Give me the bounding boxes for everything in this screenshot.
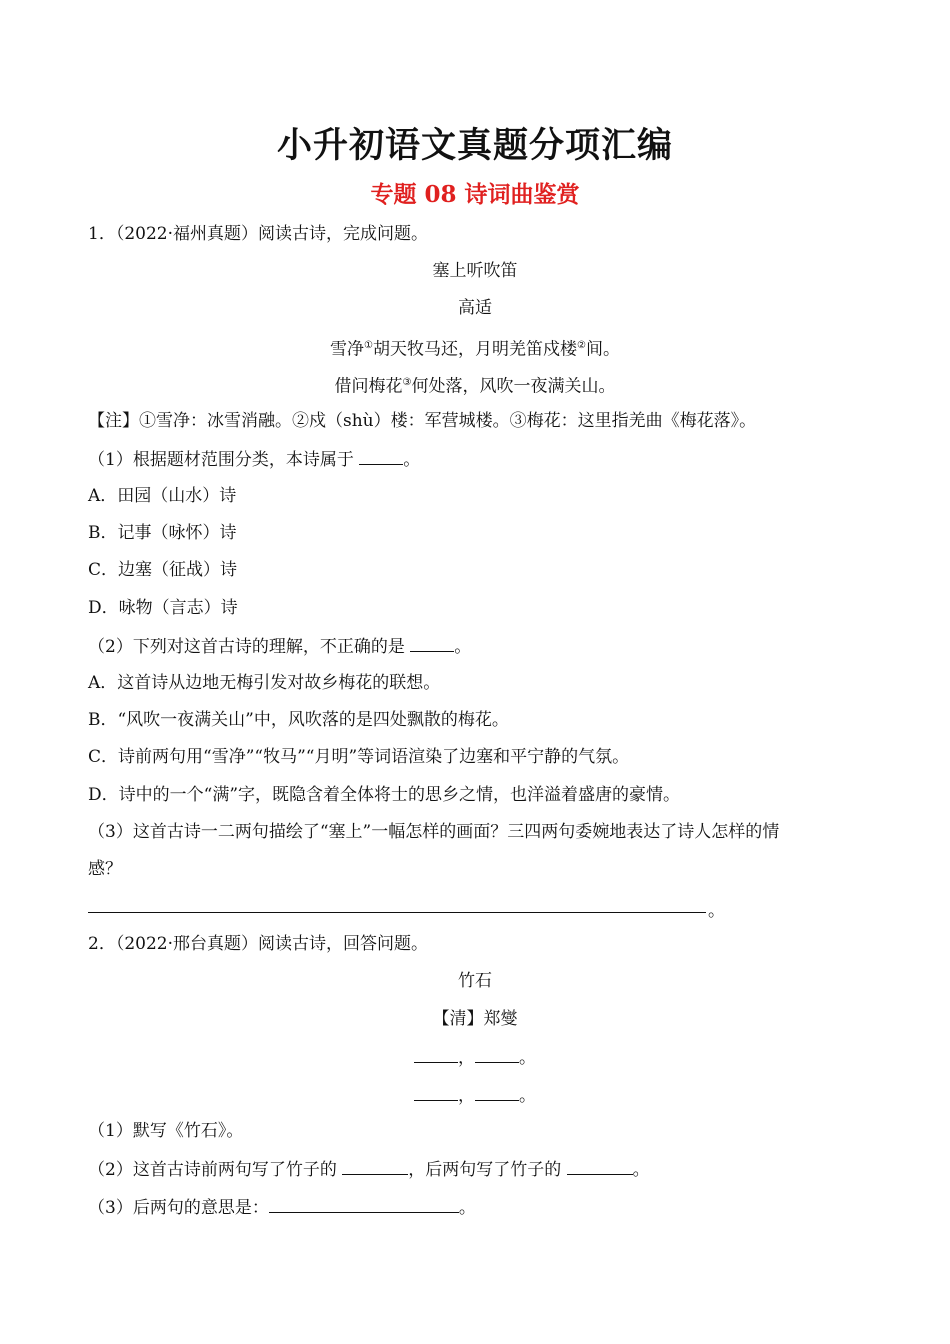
q1-sub1-option-d: D．咏物（言志）诗	[88, 598, 238, 618]
q1-sub2-stem	[88, 633, 471, 659]
poem-text: 间。	[585, 339, 620, 360]
answer-blank[interactable]	[359, 446, 403, 465]
q1-poem-line-2	[0, 371, 950, 399]
q1-intro: 1．（2022·福州真题）阅读古诗，完成问题。	[88, 224, 428, 244]
q1-sub3-stem-line2: 感？	[88, 859, 122, 879]
stem-text: （3）后两句的意思是：	[88, 1198, 269, 1218]
q1-sub1-option-c: C．边塞（征战）诗	[88, 560, 238, 580]
stem-text: 。	[632, 1160, 650, 1180]
answer-blank[interactable]	[475, 1044, 519, 1063]
footnote-marker: ②	[577, 340, 586, 351]
q1-poem-author: 高适	[458, 298, 492, 318]
poem-text: 何处落，风吹一夜满关山。	[411, 376, 616, 397]
footnote-marker: ③	[402, 377, 412, 388]
punct: 。	[519, 1048, 536, 1068]
q1-sub3-stem-line1: （3）这首古诗一二两句描绘了“塞上”一幅怎样的画面？三四两句委婉地表达了诗人怎样的情	[88, 822, 780, 842]
q2-poem-author: 【清】郑燮	[432, 1009, 518, 1029]
punct: ，	[458, 1048, 475, 1068]
poem-text: 雪净	[330, 339, 365, 360]
q2-sub1: （1）默写《竹石》。	[88, 1121, 244, 1141]
q1-sub2-option-d: D．诗中的一个“满”字，既隐含着全体将士的思乡之情，也洋溢着盛唐的豪情。	[88, 785, 681, 805]
answer-blank[interactable]	[342, 1156, 408, 1175]
q1-sub1-stem	[88, 446, 420, 472]
q1-sub2-option-a: A．这首诗从边地无梅引发对故乡梅花的联想。	[88, 673, 441, 693]
q2-poem-title: 竹石	[458, 971, 492, 991]
q1-note: 【注】①雪净：冰雪消融。②戍（shù）楼：军营城楼。③梅花：这里指羌曲《梅花落》。	[88, 411, 757, 431]
stem-text: 。	[454, 637, 472, 657]
poem-text: 胡天牧马还，月明羌笛戍楼	[373, 339, 577, 360]
stem-text: 。	[458, 1198, 476, 1218]
q2-intro: 2．（2022·邢台真题）阅读古诗，回答问题。	[88, 934, 428, 954]
answer-blank[interactable]	[475, 1082, 519, 1101]
punct: 。	[519, 1086, 536, 1106]
page-title: 小升初语文真题分项汇编	[276, 126, 673, 166]
q1-sub2-option-c: C．诗前两句用“雪净”“牧马”“月明”等词语渲染了边塞和平宁静的气氛。	[88, 747, 630, 767]
q1-sub3-answer-end: 。	[708, 901, 725, 921]
punct: ，	[458, 1086, 475, 1106]
q1-sub2-option-b: B．“风吹一夜满关山”中，风吹落的是四处飘散的梅花。	[88, 710, 509, 730]
q2-sub3	[88, 1194, 476, 1220]
stem-text: 。	[403, 450, 421, 470]
q2-poem-blank-line-2	[0, 1082, 950, 1108]
answer-blank[interactable]	[410, 633, 454, 652]
answer-blank[interactable]	[414, 1082, 458, 1101]
q1-sub1-option-a: A．田园（山水）诗	[88, 486, 237, 506]
stem-text: （2）这首古诗前两句写了竹子的	[88, 1160, 343, 1180]
stem-text: （1）根据题材范围分类，本诗属于	[88, 450, 360, 470]
stem-text: （2）下列对这首古诗的理解，不正确的是	[88, 637, 411, 657]
footnote-marker: ①	[364, 340, 373, 351]
answer-blank[interactable]	[567, 1156, 633, 1175]
q1-poem-line-1	[0, 334, 950, 362]
q2-poem-blank-line-1	[0, 1044, 950, 1070]
stem-text: ，后两句写了竹子的	[408, 1160, 567, 1180]
page-subtitle: 专题 08 诗词曲鉴赏	[370, 181, 580, 208]
answer-blank[interactable]	[414, 1044, 458, 1063]
q1-sub1-option-b: B．记事（咏怀）诗	[88, 523, 237, 543]
q2-sub2	[88, 1156, 650, 1182]
poem-text: 借问梅花	[334, 376, 403, 397]
answer-blank[interactable]	[269, 1194, 459, 1213]
q1-sub3-answer-line[interactable]	[88, 912, 706, 913]
q1-poem-title: 塞上听吹笛	[432, 261, 518, 281]
